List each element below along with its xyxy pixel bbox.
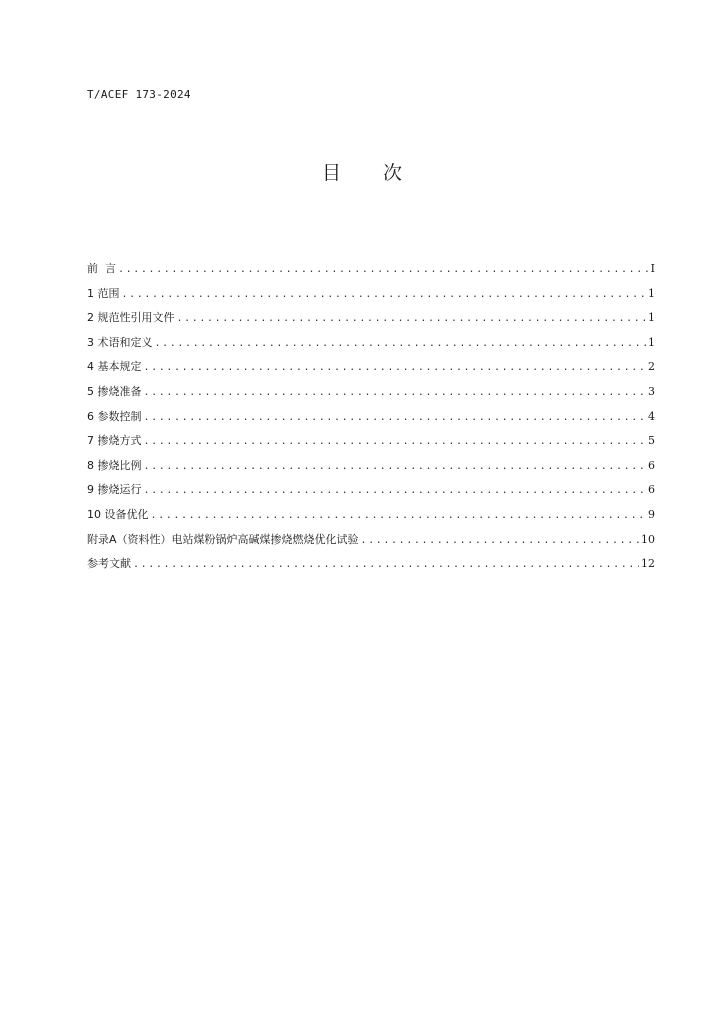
toc-leader-dots: [118, 264, 649, 275]
toc-entry-parameter-control[interactable]: [87, 408, 655, 433]
toc-entry-page: 10: [641, 532, 655, 546]
toc-entry-equipment-optimization[interactable]: [87, 506, 655, 531]
toc-entry-label: 4 基本规定: [87, 360, 142, 374]
toc-entry-page: I: [650, 262, 655, 275]
toc-entry-terms-definitions[interactable]: [87, 334, 655, 359]
toc-entry-page: 4: [648, 409, 655, 423]
toc-leader-dots: [144, 412, 647, 423]
toc-entry-page: 9: [648, 507, 655, 521]
toc-leader-dots: [151, 510, 647, 521]
toc-entry-label: 2 规范性引用文件: [87, 311, 175, 325]
toc-leader-dots: [133, 559, 639, 570]
toc-entry-label: 6 参数控制: [87, 409, 142, 423]
toc-leader-dots: [144, 461, 647, 472]
toc-entry-scope[interactable]: [87, 285, 655, 310]
toc-entry-page: 6: [648, 483, 655, 497]
toc-entry-page: 3: [648, 384, 655, 398]
toc-entry-page: 1: [648, 286, 655, 300]
toc-leader-dots: [155, 338, 647, 349]
toc-entry-appendix-a[interactable]: [87, 531, 655, 556]
toc-entry-label: 附录A（资料性）电站煤粉锅炉高碱煤掺烧燃烧优化试验: [87, 532, 359, 546]
toc-entry-label: 5 掺烧准备: [87, 384, 142, 398]
toc-leader-dots: [144, 436, 647, 447]
toc-entry-label: 8 掺烧比例: [87, 458, 142, 472]
standard-number: T/ACEF 173-2024: [87, 88, 191, 101]
toc-entry-page: 2: [648, 360, 655, 374]
toc-entry-foreword[interactable]: [87, 260, 655, 285]
toc-entry-label: 3 术语和定义: [87, 335, 153, 349]
toc-leader-dots: [144, 387, 647, 398]
toc-entry-blending-method[interactable]: [87, 432, 655, 457]
toc-entry-page: 12: [641, 557, 655, 571]
toc-title: 目 次: [321, 162, 421, 184]
toc-entry-label: 10 设备优化: [87, 507, 149, 521]
toc-entry-label: 前 言: [87, 262, 116, 275]
toc-entry-basic-provisions[interactable]: [87, 358, 655, 383]
toc-entry-page: 5: [648, 434, 655, 448]
toc-entry-blending-preparation[interactable]: [87, 383, 655, 408]
toc-leader-dots: [144, 485, 647, 496]
toc-entry-blending-operation[interactable]: [87, 481, 655, 506]
toc-leader-dots: [177, 313, 647, 324]
toc-entry-label: 1 范围: [87, 286, 120, 300]
toc-entry-blending-ratio[interactable]: [87, 457, 655, 482]
toc-entry-bibliography[interactable]: [87, 555, 655, 580]
toc-entry-page: 1: [648, 311, 655, 325]
toc-entry-page: 1: [648, 335, 655, 349]
table-of-contents: [87, 260, 655, 580]
toc-entry-label: 9 掺烧运行: [87, 483, 142, 497]
toc-entry-label: 7 掺烧方式: [87, 434, 142, 448]
toc-leader-dots: [361, 535, 639, 546]
toc-entry-page: 6: [648, 458, 655, 472]
toc-entry-label: 参考文献: [87, 557, 131, 571]
toc-leader-dots: [144, 362, 647, 373]
toc-entry-normative-references[interactable]: [87, 309, 655, 334]
toc-leader-dots: [122, 289, 647, 300]
